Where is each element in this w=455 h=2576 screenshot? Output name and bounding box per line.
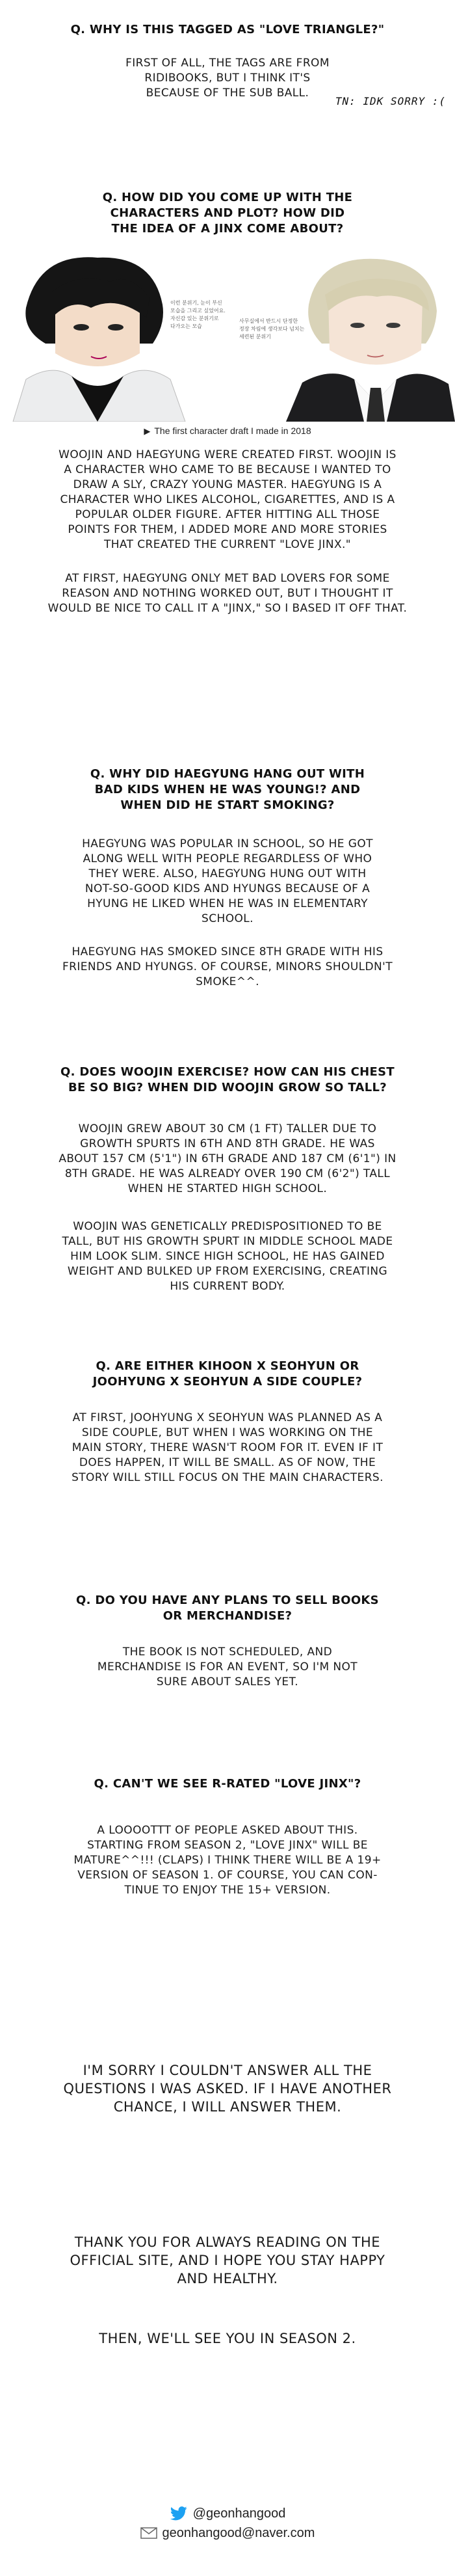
answer-5: AT FIRST, JOOHYUNG X SEOHYUN WAS PLANNED AS A SIDE COUPLE, BUT WHEN I WAS WORKING ON THE MAIN STORY, THERE WASN'T ROOM FOR IT. EVEN IF IT DOES HAPPEN, IT WILL BE SMALL. AS OF NOW, THE STORY WILL STILL FOCUS ON THE MAIN CHARACTERS. bbox=[72, 1411, 384, 1484]
qa-section-4 bbox=[0, 1064, 455, 1096]
svg-text:이런 분위기, 눈이 부신: 이런 분위기, 눈이 부신 bbox=[170, 300, 222, 306]
mail-icon bbox=[140, 2527, 157, 2539]
email-row[interactable] bbox=[0, 2523, 455, 2543]
question-3: Q. WHY DID HAEGYUNG HANG OUT WITH BAD KIDS WHEN HE WAS YOUNG!? AND WHEN DID HE START SMOKING? bbox=[90, 767, 365, 812]
question-2: Q. HOW DID YOU COME UP WITH THE CHARACTERS AND PLOT? HOW DID THE IDEA OF A JINX COME ABOUT? bbox=[102, 191, 353, 236]
answer-block-4b bbox=[0, 1219, 455, 1294]
twitter-row[interactable] bbox=[0, 2504, 455, 2523]
closing-sorry-block bbox=[0, 2061, 455, 2116]
answer-block-6 bbox=[0, 1645, 455, 1690]
character-draft-illustration bbox=[0, 246, 455, 422]
right-speech-text bbox=[239, 318, 305, 340]
answer-4b: WOOJIN WAS GENETICALLY PREDISPOSITIONED TO BE TALL, BUT HIS GROWTH SPURT IN MIDDLE SCHOOL MADE HIM LOOK SLIM. SINCE HIGH SCHOOL, HE HAS GAINED WEIGHT AND BULKED UP FROM EXERCISING, CREATING HIS CURRENT BODY. bbox=[62, 1220, 393, 1293]
svg-text:모습을 그리고 싶었어요.: 모습을 그리고 싶었어요. bbox=[170, 308, 226, 314]
svg-text:정장 차림에 생각보다 넘치는: 정장 차림에 생각보다 넘치는 bbox=[239, 326, 305, 332]
qa-section-6 bbox=[0, 1593, 455, 1624]
answer-block-7 bbox=[0, 1823, 455, 1898]
closing-thanks-block bbox=[0, 2233, 455, 2288]
svg-text:자신감 있는 분위기로: 자신감 있는 분위기로 bbox=[170, 316, 219, 321]
closing-thanks: THANK YOU FOR ALWAYS READING ON THE OFFICIAL SITE, AND I HOPE YOU STAY HAPPY AND HEALTHY. bbox=[70, 2234, 385, 2286]
svg-text:사무실에서 반드시 단정한: 사무실에서 반드시 단정한 bbox=[239, 318, 298, 324]
svg-text:다가오는 모습: 다가오는 모습 bbox=[170, 323, 202, 329]
question-6: Q. DO YOU HAVE ANY PLANS TO SELL BOOKS OR MERCHANDISE? bbox=[76, 1593, 379, 1623]
question-4: Q. DOES WOOJIN EXERCISE? HOW CAN HIS CHEST BE SO BIG? WHEN DID WOOJIN GROW SO TALL? bbox=[60, 1065, 395, 1094]
answer-block-5 bbox=[0, 1411, 455, 1485]
twitter-handle[interactable]: @geonhangood bbox=[192, 2506, 286, 2521]
answer-block-2 bbox=[0, 448, 455, 552]
qa-section-2 bbox=[0, 190, 455, 237]
question-7: Q. CAN'T WE SEE R-RATED "LOVE JINX"? bbox=[94, 1777, 361, 1791]
play-triangle-icon: ▶ bbox=[144, 426, 151, 436]
answer-4: WOOJIN GREW ABOUT 30 CM (1 FT) TALLER DUE TO GROWTH SPURTS IN 6TH AND 8TH GRADE. HE WAS ABOUT 157 CM (5'1") IN 6TH GRADE AND 187 CM (6'1") IN 8TH GRADE. HE WAS ALREADY OVER 190 CM (6'2") TALL WHEN HE STARTED HIGH SCHOOL. bbox=[58, 1122, 396, 1195]
question-1: Q. WHY IS THIS TAGGED AS "LOVE TRIANGLE?" bbox=[70, 23, 385, 36]
answer-block-3 bbox=[0, 837, 455, 927]
left-speech-text bbox=[170, 299, 226, 329]
question-5: Q. ARE EITHER KIHOON X SEOHYUN OR JOOHYUNG X SEOHYUN A SIDE COUPLE? bbox=[92, 1359, 363, 1389]
answer-block-2b bbox=[0, 571, 455, 616]
twitter-icon bbox=[170, 2506, 188, 2521]
answer-2: WOOJIN AND HAEGYUNG WERE CREATED FIRST. WOOJIN IS A CHARACTER WHO CAME TO BE BECAUSE I WANTED TO DRAW A SLY, CRAZY YOUNG MASTER. HAEGYUNG IS A CHARACTER WHO LIKES ALCOHOL, CIGARETTES, AND IS A POPULAR OLDER FIGURE. AFTER HITTING ALL THOSE POINTS FOR THEM, I ADDED MORE AND MORE STORIES THAT CREATED THE CURRENT "LOVE JINX." bbox=[58, 448, 396, 551]
answer-block-4 bbox=[0, 1122, 455, 1197]
answer-3b: HAEGYUNG HAS SMOKED SINCE 8TH GRADE WITH HIS FRIENDS AND HYUNGS. OF COURSE, MINORS SHOULDN'T SMOKE^^. bbox=[62, 945, 393, 988]
image-caption bbox=[0, 426, 455, 437]
answer-block-1 bbox=[0, 56, 455, 101]
answer-1: FIRST OF ALL, THE TAGS ARE FROM RIDIBOOKS, BUT I THINK IT'S BECAUSE OF THE SUB BALL. bbox=[125, 57, 330, 100]
answer-2b: AT FIRST, HAEGYUNG ONLY MET BAD LOVERS FOR SOME REASON AND NOTHING WORKED OUT, BUT I THOUGHT IT WOULD BE NICE TO CALL IT A "JINX," SO I BASED IT OFF THAT. bbox=[47, 572, 408, 615]
svg-text:세련된 분위기: 세련된 분위기 bbox=[239, 334, 271, 340]
closing-see-you: THEN, WE'LL SEE YOU IN SEASON 2. bbox=[99, 2331, 356, 2346]
answer-6: THE BOOK IS NOT SCHEDULED, AND MERCHANDISE IS FOR AN EVENT, SO I'M NOT SURE ABOUT SALES YET. bbox=[97, 1646, 358, 1688]
email-address[interactable]: geonhangood@naver.com bbox=[162, 2525, 315, 2540]
qa-section-5 bbox=[0, 1359, 455, 1390]
caption-text: The first character draft I made in 2018 bbox=[154, 426, 311, 436]
closing-seeyou-block bbox=[0, 2329, 455, 2348]
contact-footer bbox=[0, 2504, 455, 2543]
qa-section-7 bbox=[0, 1776, 455, 1792]
haegyung-sketch bbox=[286, 259, 455, 422]
answer-3: HAEGYUNG WAS POPULAR IN SCHOOL, SO HE GOT ALONG WELL WITH PEOPLE REGARDLESS OF WHO THEY WERE. ALSO, HAEGYUNG HUNG OUT WITH NOT-SO-GOOD KIDS AND HYUNGS BECAUSE OF A HYUNG HE LIKED WHEN HE WAS IN ELEMENTARY SCHOOL. bbox=[82, 837, 373, 925]
closing-sorry: I'M SORRY I COULDN'T ANSWER ALL THE QUESTIONS I WAS ASKED. IF I HAVE ANOTHER CHANCE, I WILL ANSWER THEM. bbox=[63, 2063, 392, 2115]
answer-block-3b bbox=[0, 945, 455, 990]
qa-section-3 bbox=[0, 766, 455, 813]
answer-7: A LOOOOTTT OF PEOPLE ASKED ABOUT THIS. STARTING FROM SEASON 2, "LOVE JINX" WILL BE MATURE^^!!! (CLAPS) I THINK THERE WILL BE A 19+ VERSION OF SEASON 1. OF COURSE, YOU CAN CON- TINUE TO ENJOY THE 15+ VERSION. bbox=[73, 1824, 382, 1897]
qa-section-1 bbox=[0, 22, 455, 38]
translator-note: TN: IDK SORRY :( bbox=[335, 95, 446, 107]
woojin-sketch bbox=[13, 257, 185, 422]
